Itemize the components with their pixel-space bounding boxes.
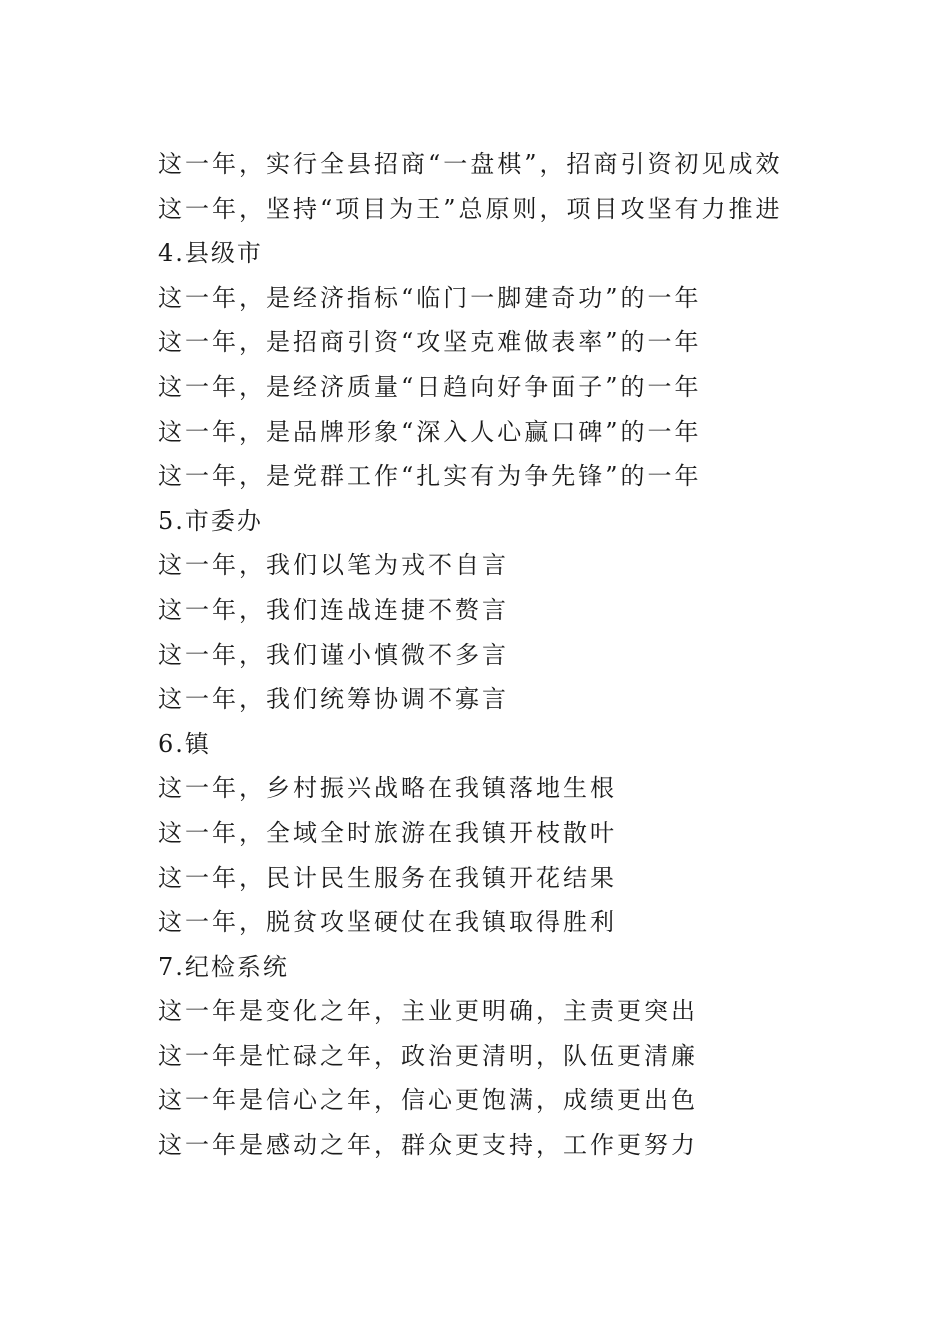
- section-heading: 5.市委办: [158, 506, 263, 535]
- text-line: 这一年，坚持“项目为王”总原则，项目攻坚有力推进: [158, 194, 783, 223]
- document-body: [158, 142, 858, 1168]
- text-line: 这一年，全域全时旅游在我镇开枝散叶: [158, 818, 617, 847]
- text-line: 这一年，是党群工作“扎实有为争先锋”的一年: [158, 462, 702, 491]
- text-line: 这一年，乡村振兴战略在我镇落地生根: [158, 774, 617, 803]
- section-heading: 4.县级市: [158, 239, 263, 268]
- text-line: 这一年，我们连战连捷不赘言: [158, 595, 509, 624]
- section-heading: 6.镇: [158, 729, 211, 758]
- text-line: 这一年是信心之年，信心更饱满，成绩更出色: [158, 1086, 698, 1115]
- text-line: 这一年，我们谨小慎微不多言: [158, 640, 509, 669]
- text-line: 这一年，是品牌形象“深入人心赢口碑”的一年: [158, 417, 702, 446]
- text-line: 这一年，我们统筹协调不寡言: [158, 685, 509, 714]
- text-line: 这一年是变化之年，主业更明确，主责更突出: [158, 997, 698, 1026]
- text-line: 这一年，是经济指标“临门一脚建奇功”的一年: [158, 283, 702, 312]
- text-line: 这一年，民计民生服务在我镇开花结果: [158, 863, 617, 892]
- text-line: 这一年，我们以笔为戎不自言: [158, 551, 509, 580]
- text-line: 这一年，是招商引资“攻坚克难做表率”的一年: [158, 328, 702, 357]
- text-line: 这一年，脱贫攻坚硬仗在我镇取得胜利: [158, 908, 617, 937]
- section-heading: 7.纪检系统: [158, 952, 289, 981]
- text-line: 这一年是感动之年，群众更支持，工作更努力: [158, 1131, 698, 1160]
- text-line: 这一年，实行全县招商“一盘棋”，招商引资初见成效: [158, 150, 783, 178]
- text-line: 这一年，是经济质量“日趋向好争面子”的一年: [158, 372, 702, 401]
- text-line: 这一年是忙碌之年，政治更清明，队伍更清廉: [158, 1041, 698, 1070]
